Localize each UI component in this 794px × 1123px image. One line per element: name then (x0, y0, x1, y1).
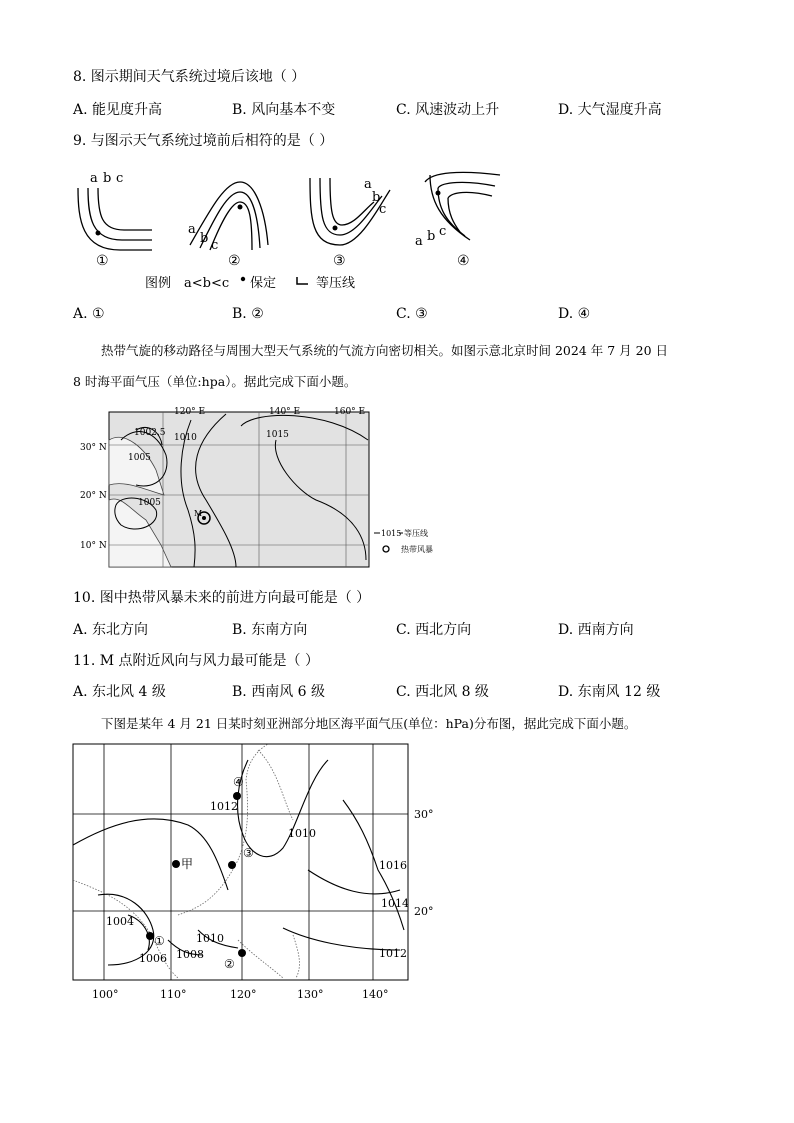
svg-text:甲: 甲 (181, 857, 194, 871)
svg-text:a: a (188, 222, 196, 237)
svg-text:①: ① (96, 253, 109, 269)
svg-text:③: ③ (243, 846, 254, 860)
lat-label-30: 30° N (80, 443, 107, 453)
option-b[interactable]: B. 风向基本不变 (232, 102, 336, 118)
question-11-stem: 11. M 点附近风向与风力最可能是（ ） (73, 653, 319, 669)
option-a[interactable]: A. 东北方向 (73, 622, 149, 638)
passage-2-line-1: 下图是某年 4 月 21 日某时刻亚洲部分地区海平面气压(单位：hPa)分布图，据此完成下面小题。 (101, 716, 637, 731)
typhoon-label: M (194, 509, 203, 518)
question-10-stem: 10. 图中热带风暴未来的前进方向最可能是（ ） (73, 590, 371, 606)
lon-label-120: 120° E (174, 407, 206, 417)
isobar-pattern-figure (60, 160, 520, 300)
isobar-label: 1002.5 (134, 428, 166, 438)
option-c[interactable]: C. 风速波动上升 (396, 102, 500, 118)
svg-text:1010: 1010 (288, 827, 316, 840)
point-2 (238, 949, 246, 957)
isobar-label: 1005 (138, 498, 161, 508)
pressure-map-april-21 (68, 740, 458, 1005)
svg-text:1008: 1008 (176, 948, 204, 961)
svg-text:1006: 1006 (139, 952, 167, 965)
svg-text:140°: 140° (362, 988, 389, 1001)
lat-label-20: 20° N (80, 491, 107, 501)
svg-text:b: b (427, 229, 436, 244)
svg-text:①: ① (154, 934, 165, 948)
svg-text:110°: 110° (160, 988, 187, 1001)
svg-text:120°: 120° (230, 988, 257, 1001)
option-c[interactable]: C. ③ (396, 306, 428, 322)
option-b[interactable]: B. 东南方向 (232, 622, 308, 638)
svg-text:②: ② (228, 253, 241, 269)
svg-text:保定: 保定 (250, 276, 277, 291)
pressure-map-2024-07-20 (76, 400, 476, 575)
svg-text:图例: 图例 (145, 276, 172, 291)
map-1-legend (374, 528, 433, 554)
option-d[interactable]: D. ④ (558, 306, 591, 322)
svg-text:④: ④ (457, 253, 470, 269)
point-4 (233, 792, 241, 800)
question-9-stem: 9. 与图示天气系统过境前后相符的是（ ） (73, 133, 334, 149)
svg-text:等压线: 等压线 (404, 529, 428, 538)
baoding-points (96, 191, 441, 236)
svg-text:等压线: 等压线 (316, 276, 356, 291)
svg-text:a: a (415, 234, 423, 249)
option-b[interactable]: B. 西南风 6 级 (232, 684, 325, 700)
panel-numbers (96, 253, 470, 269)
point-jia (172, 860, 180, 868)
passage-1-line-2: 8 时海平面气压（单位:hpa）。据此完成下面小题。 (73, 374, 357, 389)
svg-text:④: ④ (233, 775, 244, 789)
option-b[interactable]: B. ② (232, 306, 264, 322)
label-b: b (103, 171, 112, 186)
svg-text:热带风暴: 热带风暴 (401, 545, 433, 554)
panel1-line-a (78, 188, 152, 250)
svg-text:a<b<c: a<b<c (184, 276, 230, 291)
svg-text:b: b (200, 231, 209, 246)
svg-text:c: c (211, 238, 219, 253)
svg-text:a: a (364, 177, 372, 192)
svg-text:1004: 1004 (106, 915, 134, 928)
svg-text:1014: 1014 (381, 897, 409, 910)
svg-text:c: c (439, 224, 447, 239)
svg-text:1012: 1012 (379, 947, 407, 960)
label-c: c (116, 171, 124, 186)
option-d[interactable]: D. 东南风 12 级 (558, 684, 661, 700)
svg-text:1012: 1012 (210, 800, 238, 813)
option-d[interactable]: D. 大气湿度升高 (558, 102, 662, 118)
isobar-label: 1010 (174, 433, 197, 443)
option-c[interactable]: C. 西北风 8 级 (396, 684, 489, 700)
svg-text:②: ② (224, 957, 235, 971)
svg-text:1016: 1016 (379, 859, 407, 872)
point-3 (228, 861, 236, 869)
svg-text:③: ③ (333, 253, 346, 269)
svg-text:1015: 1015 (381, 529, 402, 538)
option-c[interactable]: C. 西北方向 (396, 622, 472, 638)
svg-text:1010: 1010 (196, 932, 224, 945)
passage-1-line-1: 热带气旋的移动路径与周围大型天气系统的气流方向密切相关。如图示意北京时间 2024 年 7 月 20 日 (101, 343, 669, 358)
svg-text:20°: 20° (414, 905, 434, 918)
svg-text:100°: 100° (92, 988, 119, 1001)
lon-label-160: 160° E (334, 407, 366, 417)
panel1-line-c (98, 188, 152, 230)
latitude-labels (414, 808, 434, 918)
isobar-label: 1005 (128, 453, 151, 463)
option-a[interactable]: A. 东北风 4 级 (73, 684, 166, 700)
svg-text:b: b (372, 190, 381, 205)
option-d[interactable]: D. 西南方向 (558, 622, 634, 638)
lat-label-10: 10° N (80, 541, 107, 551)
question-8-stem: 8. 图示期间天气系统过境后该地（ ） (73, 69, 306, 85)
point-1 (146, 932, 154, 940)
isobar-label: 1015 (266, 430, 289, 440)
option-a[interactable]: A. ① (73, 306, 105, 322)
svg-text:c: c (379, 202, 387, 217)
svg-text:130°: 130° (297, 988, 324, 1001)
figure-legend (145, 275, 355, 291)
longitude-labels (92, 988, 389, 1001)
svg-text:30°: 30° (414, 808, 434, 821)
option-a[interactable]: A. 能见度升高 (73, 102, 163, 118)
label-a: a (90, 171, 98, 186)
lon-label-140: 140° E (269, 407, 301, 417)
